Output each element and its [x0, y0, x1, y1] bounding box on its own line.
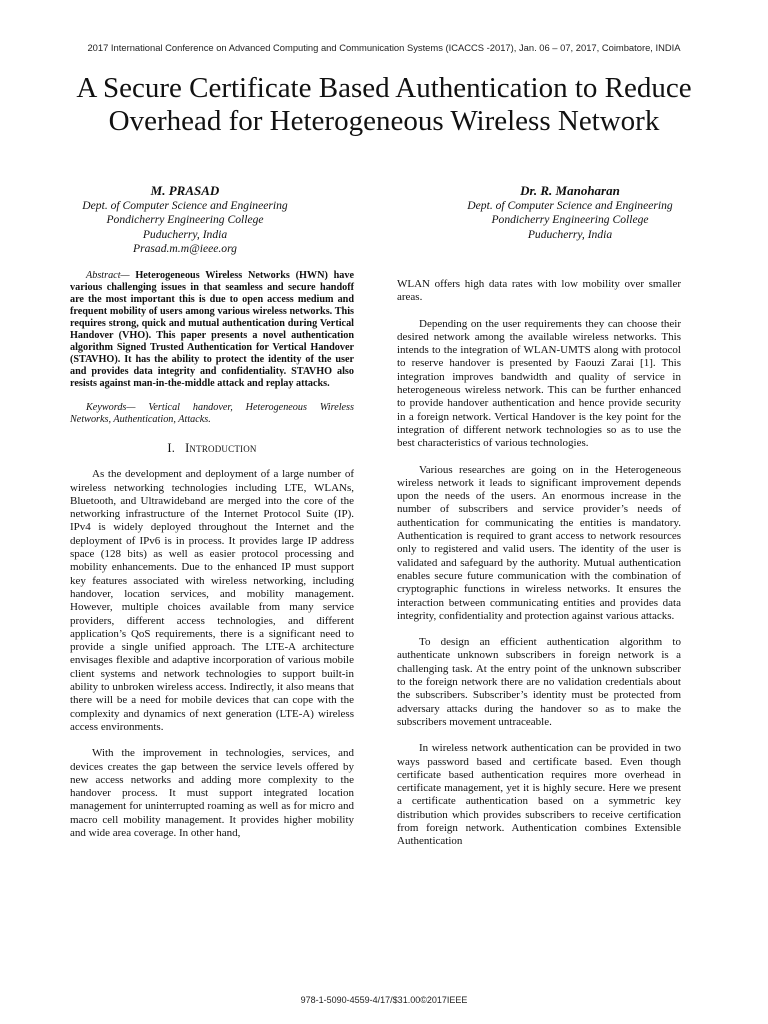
- right-column: [397, 278, 681, 862]
- abstract-text: Heterogeneous Wireless Networks (HWN) have various challenging issues in that seamless and secure handoff are the most important this is due to open access medium and frequent mobility of users among various wireless networks. This requires strong, quick and mutual authentication during Vertical Handover (VHO). This paper presents a novel authentication algorithm Signed Trusted Authentication for Vertical Handover (STAVHO). It has the ability to protect the identity of the user and provides data integrity and confidentiality. STAVHO also resists against man-in-the-middle attack and replay attacks.: [70, 270, 354, 389]
- author-name: M. PRASAD: [150, 183, 220, 198]
- abstract: [70, 270, 354, 390]
- section-heading: [70, 442, 354, 455]
- author-college: Pondicherry Engineering College: [491, 213, 649, 226]
- author-college: Pondicherry Engineering College: [106, 213, 264, 226]
- author-dept: Dept. of Computer Science and Engineering: [467, 198, 673, 212]
- section-title: Introduction: [185, 441, 257, 455]
- conference-header: 2017 International Conference on Advanced Computing and Communication Systems (ICACCS -2017), Jan. 06 – 07, 2017, Coimbatore, INDIA: [87, 42, 681, 53]
- body-paragraph: With the improvement in technologies, services, and devices creates the gap between the service levels offered by new access networks and adding more complexity to the handover process. It must support integrated location management for uninterrupted roaming as well as for micro and macro cell mobility management. It provides higher mobility and wide area coverage. In other hand,: [70, 747, 354, 840]
- author-block-2: [405, 184, 735, 242]
- left-column: [70, 270, 354, 853]
- body-paragraph: To design an efficient authentication algorithm to authenticate unknown subscribers in foreign network is a challenging task. At the entry point of the unknown subscriber to the foreign network there are no validation credentials about the subscribers. Subscriber’s identity must be protected from adversary attacks during the handover so as to make the subscribers movement untraceable.: [397, 636, 681, 728]
- author-location: Puducherry, India: [142, 227, 228, 241]
- body-paragraph: Depending on the user requirements they can choose their desired network among the available wireless networks. This intends to the integration of WLAN-UMTS along with protocol to reserve handover is presented by Faouzi Zarai [1]. This integration improves bandwidth and quality of service in heterogeneous wireless network. This can be further enhanced to provide handover authentication and hence provide security in a foreign network. Vertical Handover is the key point for the integration of different network technologies so as to use the best characteristics of various technologies.: [397, 317, 681, 450]
- copyright-footer: 978-1-5090-4559-4/17/$31.00©2017IEEE: [300, 995, 468, 1005]
- body-paragraph: As the development and deployment of a large number of wireless networking technologies including LTE, WLANs, Bluetooth, and Ultrawideband are merged into the core of the networking infrastructure of the Internet Protocol Suite (IP). IPv4 is widely deployed throughout the Internet and the deployment of IPv6 is in process. It provides large IP address space (128 bits) as well as easier protocol processing and mobility enhancements. Due to the enhanced IP must support key features associated with wireless networking, including handover, location services, and mobility management. However, multiple choices available from many service providers, different access technologies, and different application’s QoS requirements, there is a significant need to provide a single unified approach. The LTE-A architecture envisages flexible and adaptive incorporation of various mobile client systems and network technologies to support built-in ability to unbroken wireless access. Indirectly, it also means that there will be a need for mobile devices that can cope with the complexity and dynamics of next generation (LTE-A) wireless access environments.: [70, 468, 354, 733]
- body-paragraph: WLAN offers high data rates with low mobility over smaller areas.: [397, 278, 681, 304]
- author-block-1: [20, 184, 350, 257]
- section-number: I.: [167, 441, 176, 455]
- paper-title: A Secure Certificate Based Authentication to Reduce Overhead for Heterogeneous Wireless Network: [76, 72, 692, 137]
- author-name: Dr. R. Manoharan: [520, 183, 620, 198]
- author-location: Puducherry, India: [527, 227, 613, 241]
- keywords: Keywords— Vertical handover, Heterogeneous Wireless Networks, Authentication, Attacks.: [70, 402, 354, 425]
- author-dept: Dept. of Computer Science and Engineering: [82, 198, 288, 212]
- body-paragraph: Various researches are going on in the Heterogeneous wireless network it leads to significant improvement depends upon the needs of the users. An enormous increase in the number of subscribers and service provider’s needs of authentication for communicating the entities is mandatory. Authentication is required to grant access to network resources only to registered and valid users. The identity of the user is validated and safeguard by the authority. Mutual authentication enables secure future communication with the combination of cryptographic functions in wireless networks. It ensures the interaction between communicating entities and provides data integrity, confidentiality and protection against various attacks.: [397, 463, 681, 622]
- author-email: Prasad.m.m@ieee.org: [133, 242, 237, 255]
- abstract-label: Abstract—: [86, 270, 130, 281]
- body-paragraph: In wireless network authentication can be provided in two ways password based and certificate based. Even though certificate based authentication requires more overhead in certificate management, yet it is highly secure. Here we present a certificate authentication based on a symmetric key distribution which provides subscribers to receive certification from foreign network. Authentication combines Extensible Authentication: [397, 742, 681, 848]
